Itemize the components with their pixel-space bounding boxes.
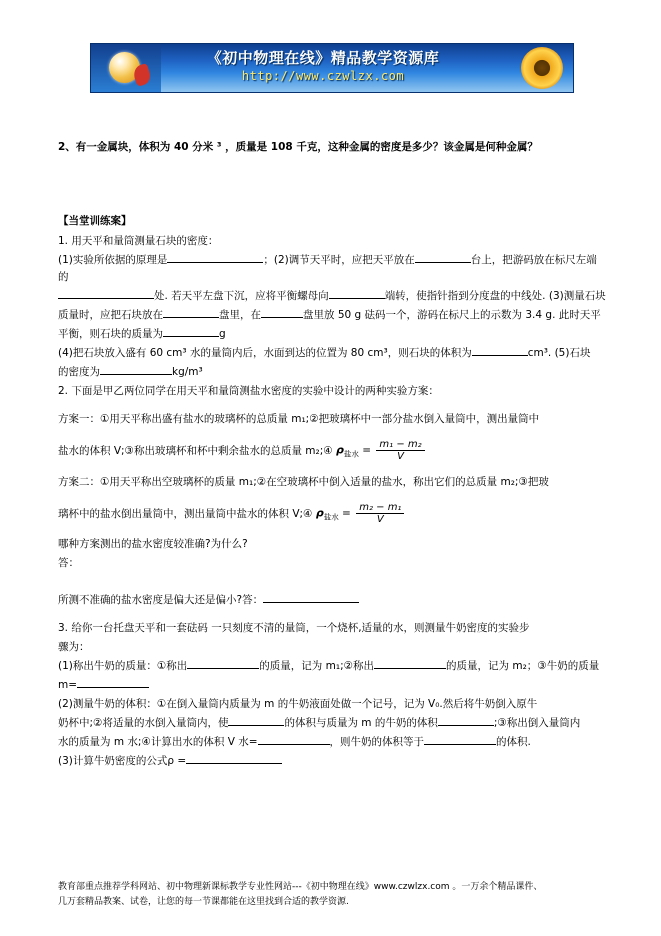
q1-line3-b: 盘里，在 xyxy=(219,309,261,321)
q1-line6-b: kg/m³ xyxy=(172,366,203,378)
q1-line6-a: 的密度为 xyxy=(58,366,100,378)
plan2-rho-subscript: 盐水 xyxy=(323,512,339,522)
plan1-formula xyxy=(336,439,427,463)
q3-l4-b: 的体积与质量为 m 的牛奶的体积 xyxy=(284,717,438,730)
blank-field[interactable] xyxy=(187,668,259,669)
blank-field[interactable] xyxy=(415,262,471,263)
blank-field[interactable] xyxy=(424,744,496,745)
q2-ask: 哪种方案测出的盐水密度较准确?为什么? xyxy=(58,538,248,551)
plan1-fraction xyxy=(376,439,424,462)
plan1-denominator: V xyxy=(397,451,404,462)
plan1-numerator: m₁ − m₂ xyxy=(376,439,424,451)
q1-line-4 xyxy=(58,326,606,343)
q1-line4-b: g xyxy=(219,328,226,340)
q1-line1-b: ；(2)调节天平时，应把天平放在 xyxy=(263,254,415,266)
q1-line2-a: 处. 若天平左盘下沉，应将平衡螺母向 xyxy=(154,290,329,302)
q3-title-2: 骤为： xyxy=(58,641,90,654)
sunflower-center xyxy=(534,60,550,76)
blank-field[interactable] xyxy=(329,298,385,299)
q3-line-6 xyxy=(58,753,606,770)
q3-line-3: (2)测量牛奶的体积：①在倒入量筒内质量为 m 的牛奶液面处做一个记号，记为 V₀.然后将牛奶倒入原牛 xyxy=(58,698,538,711)
footer-line-1: 教育部重点推荐学科网站、初中物理新课标教学专业性网站---《初中物理在线》www.czwlzx.com 。一万余个精品课件、 xyxy=(58,882,543,892)
q3-l4-c: ;③称出倒入量筒内 xyxy=(493,717,581,730)
footer-line-2: 几万套精品教案、试卷，让您的每一节课都能在这里找到合适的教学资源. xyxy=(58,897,349,907)
blank-field[interactable] xyxy=(261,317,303,318)
blank-field[interactable] xyxy=(186,763,282,764)
blank-field[interactable] xyxy=(374,668,446,669)
q3-l5-c: 的体积. xyxy=(496,736,531,749)
blank-field[interactable] xyxy=(167,262,263,263)
banner-left-panel xyxy=(91,44,161,92)
plan2-numerator: m₂ − m₁ xyxy=(356,502,404,514)
q1-line1-c: 台上，把游码放在标尺左端的 xyxy=(58,254,597,283)
q3-line-2 xyxy=(58,677,606,694)
q1-line4-a: 平衡，则石块的质量为 xyxy=(58,328,163,340)
plan2-equals: = xyxy=(342,507,351,520)
q1-line5-a: (4)把石块放入盛有 60 cm³ 水的量筒内后，水面到达的位置为 80 cm³，则石块的体积为 xyxy=(58,347,472,359)
plan2-fraction xyxy=(356,502,404,525)
flame-logo-swirl-icon xyxy=(131,63,152,87)
q1-line-1 xyxy=(58,252,606,286)
q2-followup xyxy=(58,592,606,609)
q1-line-6 xyxy=(58,364,606,381)
plan-2-line-1: 方案二：①用天平称出空玻璃杯的质量 m₁;②在空玻璃杯中倒入适量的盐水，称出它们的总质量 m₂;③把玻 xyxy=(58,475,549,488)
plan2-denominator: V xyxy=(376,513,384,525)
q3-l2: m= xyxy=(58,679,78,692)
plan-1-line-2 xyxy=(58,439,606,463)
plan-1-line-1: 方案一：①用天平称出盛有盐水的玻璃杯的总质量 m₁;②把玻璃杯中一部分盐水倒入量筒中，测出量筒中 xyxy=(58,413,540,425)
q1-line-2 xyxy=(58,288,606,305)
q3-title: 3. 给你一台托盘天平和一套砝码 一只刻度不清的量筒，一个烧杯,适量的水，则测量牛奶密度的实验步 xyxy=(58,622,530,635)
spacer xyxy=(58,574,606,581)
blank-field[interactable] xyxy=(77,687,149,688)
blank-field[interactable] xyxy=(228,725,284,726)
plan-2-line-2 xyxy=(58,502,606,526)
plan2-text-b: 璃杯中的盐水倒出量筒中，测出量筒中盐水的体积 V;④ xyxy=(58,507,313,520)
plan2-formula xyxy=(316,502,407,526)
plan2-rho-symbol: ρ xyxy=(315,506,324,520)
q3-l5-a: 水的质量为 m 水;④计算出水的体积 V 水= xyxy=(58,736,258,749)
q2-followup-text: 所测不准确的盐水密度是偏大还是偏小?答： xyxy=(58,594,264,607)
plan1-rho-symbol: ρ xyxy=(336,443,344,457)
q3-l1-a: (1)称出牛奶的质量：①称出 xyxy=(58,660,188,673)
q1-title: 1. 用天平和量筒测量石块的密度： xyxy=(58,234,219,247)
q3-line-1 xyxy=(58,658,606,675)
site-banner xyxy=(90,43,574,93)
q3-l6-a: (3)计算牛奶密度的公式ρ = xyxy=(58,755,187,768)
question-2: 2、有一金属块，体积为 40 分米 ³ ，质量是 108 千克，这种金属的密度是多少？该金属是何种金属？ xyxy=(58,141,538,153)
blank-field[interactable] xyxy=(100,374,172,375)
plan1-equals: = xyxy=(362,444,372,457)
q1-line1-a: (1)实验所依据的原理是 xyxy=(58,254,168,266)
q1-line3-a: 质量时，应把石块放在 xyxy=(58,309,163,321)
banner-title: 《初中物理在线》精品教学资源库 xyxy=(206,49,440,67)
plan1-text-b: 盐水的体积 V;③称出玻璃杯和杯中剩余盐水的总质量 m₂;④ xyxy=(58,444,333,457)
q3-line-4 xyxy=(58,715,606,732)
q1-line5-b: cm³. (5)石块 xyxy=(527,347,591,359)
section-title: 【当堂训练案】 xyxy=(58,215,132,227)
plan1-rho-subscript: 盐水 xyxy=(343,449,359,459)
q1-line2-b: 端转，使指针指到分度盘的中线处. (3)测量石块 xyxy=(384,290,606,302)
blank-field[interactable] xyxy=(58,298,154,299)
banner-url: http://www.czwlzx.com xyxy=(241,69,405,83)
q3-l4-a: 奶杯中;②将适量的水倒入量筒内，使 xyxy=(58,717,229,730)
q2-answer-label: 答： xyxy=(58,557,79,570)
q2-title: 2. 下面是甲乙两位同学在用天平和量筒测盐水密度的实验中设计的两种实验方案： xyxy=(58,385,439,397)
blank-field[interactable] xyxy=(438,725,494,726)
q3-l5-b: ，则牛奶的体积等于 xyxy=(329,736,425,749)
q3-l1-b: 的质量，记为 m₁;②称出 xyxy=(259,660,375,673)
blank-field[interactable] xyxy=(163,317,219,318)
page-footer xyxy=(58,880,606,910)
blank-field[interactable] xyxy=(472,355,528,356)
blank-field[interactable] xyxy=(258,744,330,745)
q1-line-5 xyxy=(58,345,606,362)
q3-l1-c: 的质量，记为 m₂；③牛奶的质量 xyxy=(446,660,600,673)
sunflower-icon xyxy=(521,47,563,89)
flame-logo-icon xyxy=(109,52,140,83)
answer-space xyxy=(58,156,606,212)
q1-line-3 xyxy=(58,307,606,324)
document-content xyxy=(58,138,606,772)
blank-field[interactable] xyxy=(163,336,219,337)
q3-line-5 xyxy=(58,734,606,751)
q1-line3-c: 盘里放 50 g 砝码一个，游码在标尺上的示数为 3.4 g. 此时天平 xyxy=(303,309,601,321)
blank-field[interactable] xyxy=(263,602,359,603)
